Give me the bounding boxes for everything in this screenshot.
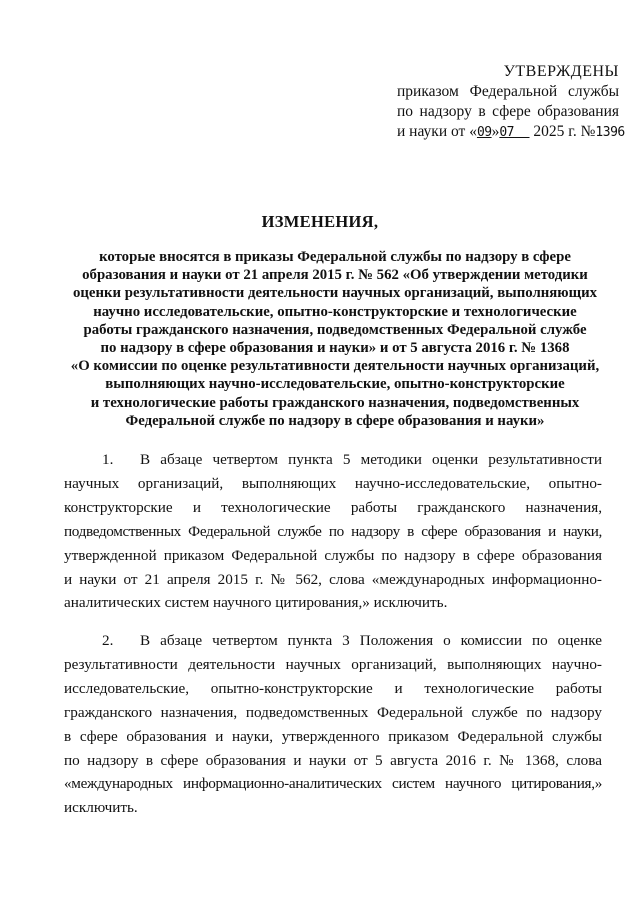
paragraph-line: исследовательские, опытно-конструкторские и технологические работы [64,679,602,697]
subtitle-line: которые вносятся в приказы Федеральной службы по надзору в сфере [99,249,571,265]
paragraph-line: по надзору в сфере образования и науки от 5 августа 2016 г. № 1368, слова [64,751,602,769]
document-subtitle [55,248,615,430]
approval-date-prefix: и науки от « [397,123,477,140]
paragraph-number: 2. [102,632,114,649]
paragraph-line: подведомственных Федеральной службе по надзору в сфере образования и науки, [64,522,602,540]
paragraph-line: конструкторские и технологические работы гражданского назначения, [64,498,602,516]
approval-year: 2025 г. № [533,123,596,140]
paragraph-1 [64,448,602,615]
subtitle-line: работы гражданского назначения, подведомственных Федеральной службе [83,321,587,338]
approval-line-3 [397,122,625,143]
paragraph-line: в сфере образования и науки, утвержденного приказом Федеральной службы [64,727,602,745]
paragraph-line: результативности деятельности научных организаций, выполняющих научно- [64,655,602,673]
paragraph-line [64,629,602,653]
subtitle-line: образования и науки от 21 апреля 2015 г. № 562 «Об утверждении методики [82,267,588,284]
paragraph-line-text: В абзаце четвертом пункта 3 Положения о комиссии по оценке [140,632,602,649]
subtitle-line: оценки результативности деятельности научных организаций, выполняющих [72,285,598,302]
paragraph-line: «международных информационно-аналитических систем научного цитирования,» [64,775,602,793]
subtitle-line: «О комиссии по оценке результативности деятельности научных организаций, [70,358,600,375]
approval-month: 07 [499,125,515,140]
document-title: ИЗМЕНЕНИЯ, [261,212,379,231]
paragraph-line: научных организаций, выполняющих научно-исследовательские, опытно- [64,474,602,492]
paragraph-line: утвержденной приказом Федеральной службы по надзору в сфере образования [64,546,602,564]
approval-stamp-block [397,62,625,143]
paragraph-number: 1. [102,451,114,468]
subtitle-line: и технологические работы гражданского назначения, подведомственных [90,394,580,411]
paragraph-line: и науки от 21 апреля 2015 г. № 562, слова «международных информационно- [64,570,602,588]
subtitle-line: Федеральной службе по надзору в сфере образования и науки» [125,412,545,429]
approval-date-sep: » [491,123,500,140]
paragraph-line: исключить. [64,799,138,817]
approval-line-1: приказом Федеральной службы [397,83,619,100]
paragraph-2 [64,629,602,820]
approval-word: УТВЕРЖДЕНЫ [503,63,619,80]
subtitle-line: научно исследовательские, опытно-конструкторские и технологические [93,303,577,320]
subtitle-line: по надзору в сфере образования и науки» и от 5 августа 2016 г. № 1368 [100,340,570,357]
paragraph-line: аналитических систем научного цитирования,» исключить. [64,594,448,612]
subtitle-line: выполняющих научно-исследовательские, опытно-конструкторские [105,376,565,393]
approval-number: 1396 [595,125,625,140]
approval-line-2: по надзору в сфере образования [397,103,619,120]
paragraph-line-text: В абзаце четвертом пункта 5 методики оценки результативности [140,451,602,468]
approval-day: 09 [476,125,492,140]
paragraph-line: гражданского назначения, подведомственных Федеральной службе по надзору [64,703,602,721]
paragraph-line [64,448,602,472]
